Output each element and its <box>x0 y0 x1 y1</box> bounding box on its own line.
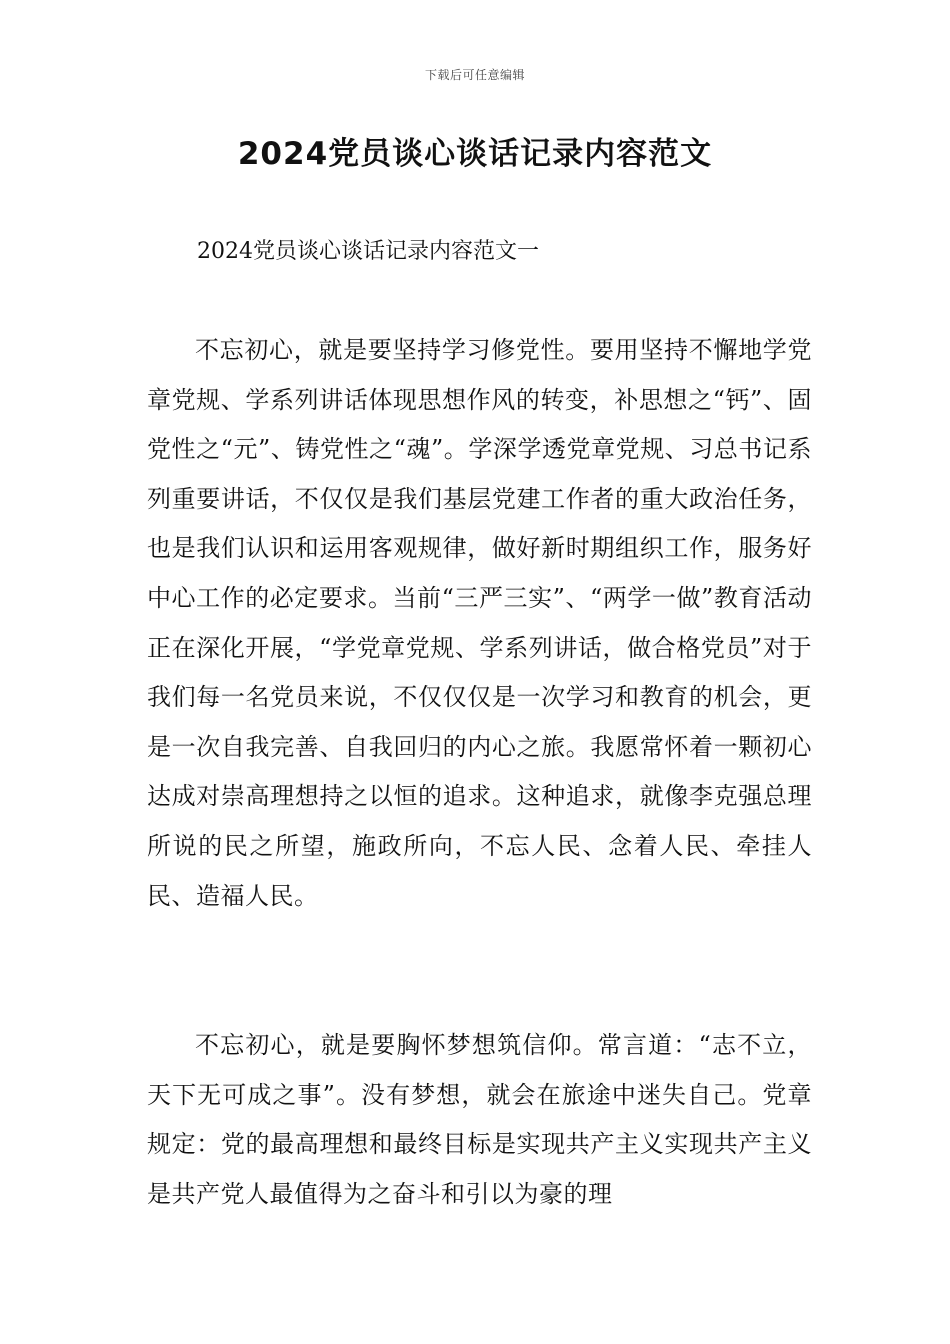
header-note: 下载后可任意编辑 <box>424 68 525 82</box>
body-paragraph-1: 不忘初心，就是要坚持学习修党性。要用坚持不懈地学党章党规、学系列讲话体现思想作风的转变，补思想之“钙”、固党性之“元”、铸党性之“魂”。学深学透党章党规、习总书记系列重要讲话，不仅仅是我们基层党建工作者的重大政治任务，也是我们认识和运用客观规律，做好新时期组织工作，服务好中心工作的必定要求。当前“三严三实”、“两学一做”教育活动正在深化开展，“学党章党规、学系列讲话，做合格党员”对于我们每一名党员来说，不仅仅仅是一次学习和教育的机会，更是一次自我完善、自我回归的内心之旅。我愿常怀着一颗初心达成对崇高理想持之以恒的追求。这种追求，就像李克强总理所说的民之所望，施政所向，不忘人民、念着人民、牵挂人民、造福人民。 <box>147 336 812 910</box>
section-heading: 2024党员谈心谈话记录内容范文一 <box>197 239 539 264</box>
body-paragraph-2: 不忘初心，就是要胸怀梦想筑信仰。常言道：“志不立，天下无可成之事”。没有梦想，就会在旅途中迷失自己。党章规定：党的最高理想和最终目标是实现共产主义实现共产主义是共产党人最值得为之奋斗和引以为豪的理 <box>147 1031 812 1208</box>
page-title: 2024党员谈心谈话记录内容范文 <box>237 136 713 172</box>
